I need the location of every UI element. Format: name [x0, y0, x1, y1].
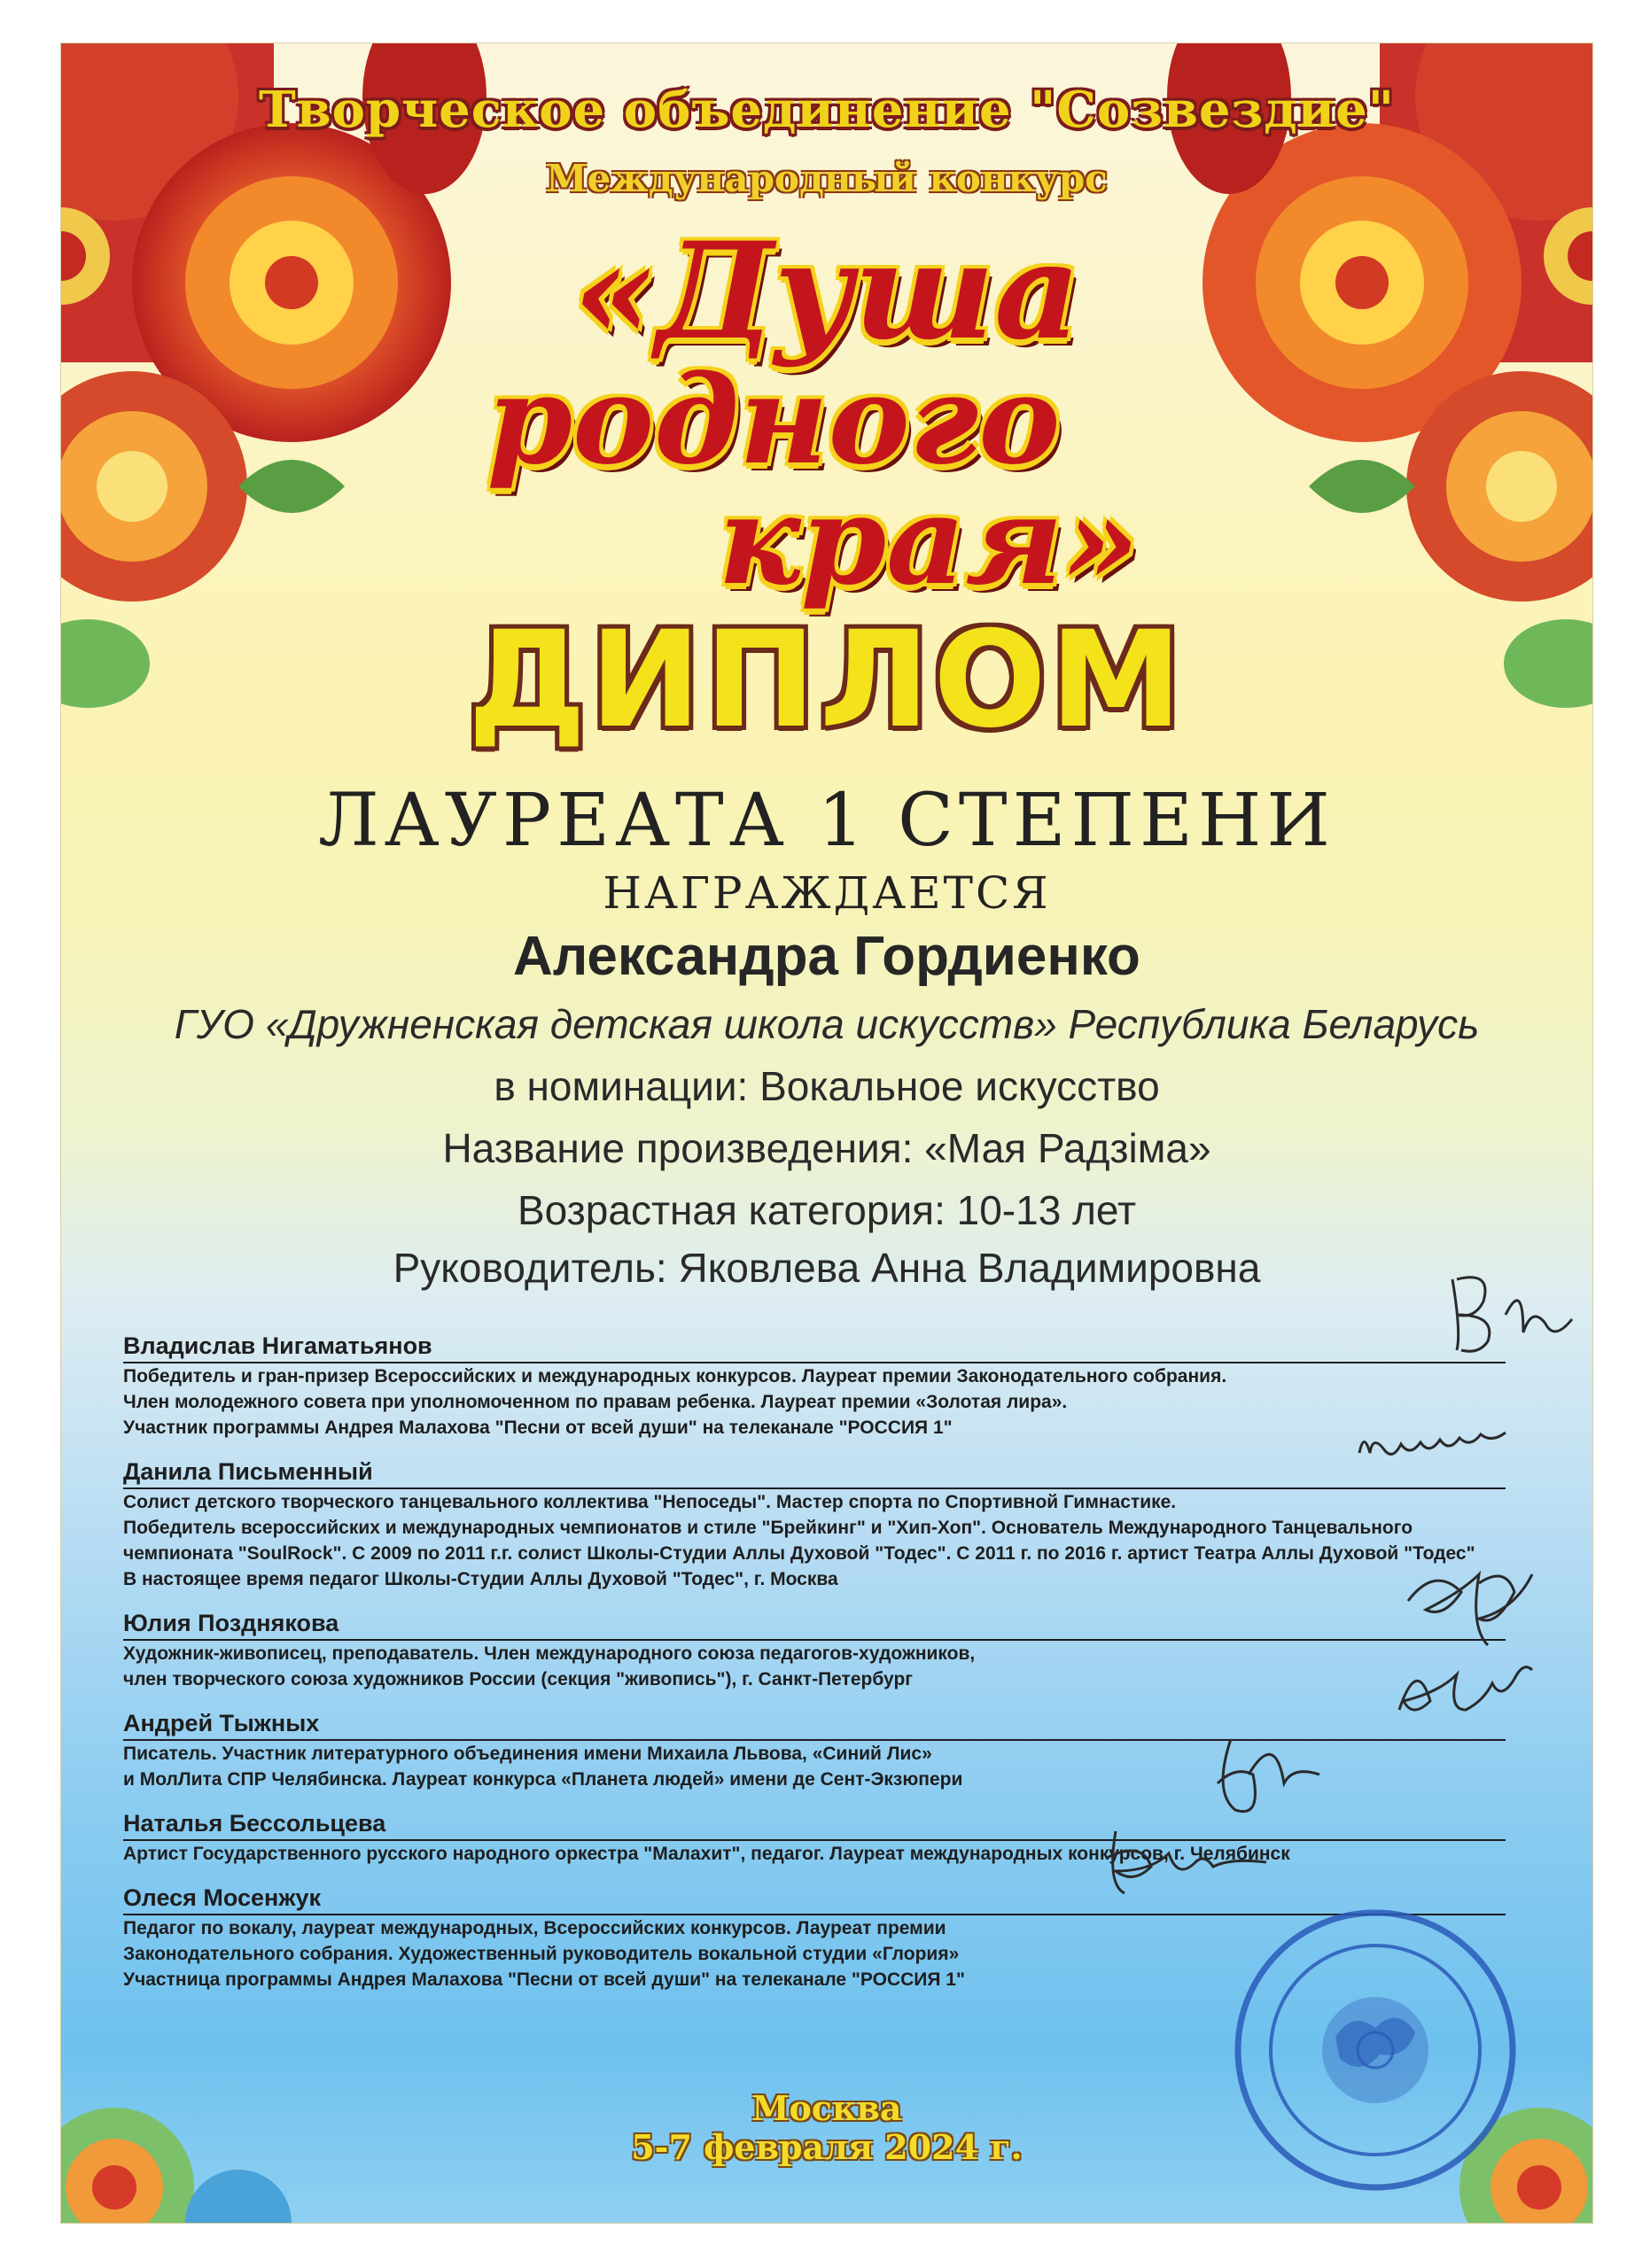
jury-member-bio: Художник-живописец, преподаватель. Член международного союза педагогов-художников, [123, 1643, 976, 1664]
nomination-label: в номинации: [494, 1063, 749, 1109]
jury-member-bio: Участница программы Андрея Малахова "Песни от всей души" на телеканале "РОССИЯ 1" [123, 1969, 965, 1990]
jury-member [123, 1332, 1506, 1441]
jury-member-bio: Победитель и гран-призер Всероссийских и международных конкурсов. Лауреат премии Законодательного собрания. [123, 1366, 1227, 1386]
signature-icon [1204, 1721, 1346, 1819]
jury-member-bio: В настоящее время педагог Школы-Студии Аллы Духовой "Тодес", г. Москва [123, 1569, 838, 1589]
jury-member-name: Владислав Нигаматьянов [123, 1332, 1506, 1363]
school-name: ГУО «Дружненская детская школа искусств» Республика Беларусь [174, 1001, 1480, 1047]
jury-member-bio: Участник программы Андрея Малахова "Песни от всей души" на телеканале "РОССИЯ 1" [123, 1418, 953, 1438]
diploma-title: ДИПЛОМ [467, 603, 1187, 757]
jury-member-name: Андрей Тыжных [123, 1710, 1506, 1741]
jury-member-bio: Артист Государственного русского народного оркестра "Малахит", педагог. Лауреат международных конкурсов, г. Челябинск [123, 1844, 1290, 1864]
organization-name: Творческое объединение "Созвездие" [259, 81, 1395, 139]
contest-title-line-1: «Душа [572, 214, 1081, 369]
nomination-value: Вокальное искусство [759, 1063, 1160, 1109]
city: Москва [751, 2088, 902, 2128]
leader-row [61, 1244, 1592, 1292]
signature-icon [1098, 1822, 1293, 1902]
recipient-name: Александра Гордиенко [513, 926, 1140, 987]
laureate-degree: ЛАУРЕАТА 1 СТЕПЕНИ [318, 779, 1335, 863]
jury-member-name: Наталья Бессольцева [123, 1810, 1506, 1841]
jury-member-bio: член творческого союза художников России (секция "живопись"), г. Санкт-Петербург [123, 1669, 914, 1689]
signature-icon [1390, 1648, 1541, 1728]
jury-member-bio: Писатель. Участник литературного объединения имени Михаила Львова, «Синий Лис» [123, 1744, 932, 1764]
work-value: «Мая Радзіма» [924, 1125, 1211, 1171]
age-value: 10-13 лет [956, 1187, 1137, 1233]
jury-member [123, 1810, 1506, 1867]
nomination-row [61, 1062, 1592, 1110]
work-row [61, 1124, 1592, 1172]
awarded-caption: НАГРАЖДАЕТСЯ [603, 867, 1051, 919]
diploma-sheet [60, 43, 1593, 2224]
leader-value: Яковлева Анна Владимировна [678, 1245, 1261, 1291]
jury-member [123, 1610, 1506, 1692]
jury-member-bio: Победитель всероссийских и международных чемпионатов и стиле "Брейкинг" и "Хип-Хоп". Основатель Международного Танцевального [123, 1518, 1413, 1538]
jury-member-name: Данила Письменный [123, 1458, 1506, 1489]
jury-member-bio: Законодательного собрания. Художественный руководитель вокальной студии «Глория» [123, 1944, 960, 1964]
work-label: Название произведения: [442, 1125, 914, 1171]
event-date: 5-7 февраля 2024 г. [631, 2127, 1023, 2167]
jury-member-bio: чемпионата "SoulRock". С 2009 по 2011 г.г. солист Школы-Студии Аллы Духовой "Тодес". С 2011 г. по 2016 г. артист Театра Аллы Духовой "Тодес" [123, 1543, 1475, 1564]
jury-member-bio: и МолЛита СПР Челябинска. Лауреат конкурса «Планета людей» имени де Сент-Экзюпери [123, 1769, 963, 1790]
signature-icon [1355, 1426, 1523, 1471]
signature-icon [1399, 1557, 1550, 1654]
contest-type: Международный конкурс [546, 157, 1108, 200]
jury-member-bio: Педагог по вокалу, лауреат международных, Всероссийских конкурсов. Лауреат премии [123, 1918, 946, 1938]
jury-member [123, 1458, 1506, 1592]
jury-member-bio: Член молодежного совета при уполномоченном по правам ребенка. Лауреат премии «Золотая лира». [123, 1392, 1068, 1412]
jury-member-name: Юлия Позднякова [123, 1610, 1506, 1641]
leader-label: Руководитель: [393, 1245, 667, 1291]
signature-icon [1435, 1262, 1576, 1359]
age-row [61, 1186, 1592, 1234]
jury-member-name: Олеся Мосенжук [123, 1884, 1506, 1915]
contest-title-line-3: края» [718, 468, 1140, 612]
age-label: Возрастная категория: [517, 1187, 946, 1233]
contest-title-line-2: родного [486, 347, 1061, 492]
jury-member-bio: Солист детского творческого танцевального коллектива "Непоседы". Мастер спорта по Спортивной Гимнастике. [123, 1492, 1177, 1512]
